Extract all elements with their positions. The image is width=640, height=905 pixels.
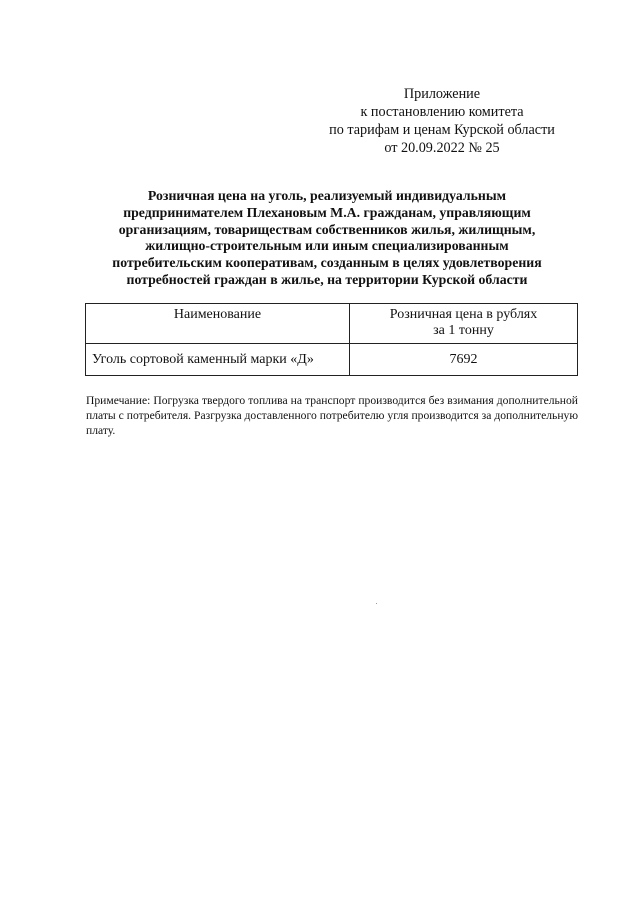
table-cell-name: Уголь сортовой каменный марки «Д»: [86, 344, 350, 376]
title-line: потребительским кооперативам, созданным в целях удовлетворения: [112, 255, 542, 271]
column-header-price-line: за 1 тонну: [433, 323, 494, 338]
title-line: предпринимателем Плехановым М.А. гражданам, управляющим: [123, 204, 531, 220]
title-line: Розничная цена на уголь, реализуемый индивидуальным: [147, 188, 507, 203]
title-line: жилищно-строительным или иным специализированным: [145, 238, 509, 254]
appendix-line: к постановлению комитета: [360, 104, 524, 120]
column-header-price: [350, 304, 578, 344]
title-line: организациям, товариществам собственников жилья, жилищным,: [118, 221, 536, 237]
document-title: [82, 188, 572, 289]
price-table: [85, 303, 578, 376]
scan-speck: [376, 603, 377, 604]
appendix-line: по тарифам и ценам Курской области: [329, 122, 555, 138]
table-cell-price: 7692: [350, 344, 578, 376]
table-row: [86, 344, 578, 376]
note-paragraph: Примечание: Погрузка твердого топлива на транспорт производится без взимания дополнительной платы с потребителя. Разгрузка доставленного потребителю угля производится за дополнительную плату.: [86, 394, 578, 437]
table-header-row: [86, 304, 578, 344]
appendix-header: [302, 85, 582, 157]
appendix-line: Приложение: [403, 86, 481, 102]
column-header-price-line: Розничная цена в рублях: [389, 307, 538, 322]
column-header-name: Наименование: [86, 304, 350, 344]
appendix-date-number: от 20.09.2022 № 25: [384, 140, 500, 156]
title-line: потребностей граждан в жилье, на территории Курской области: [126, 271, 528, 287]
